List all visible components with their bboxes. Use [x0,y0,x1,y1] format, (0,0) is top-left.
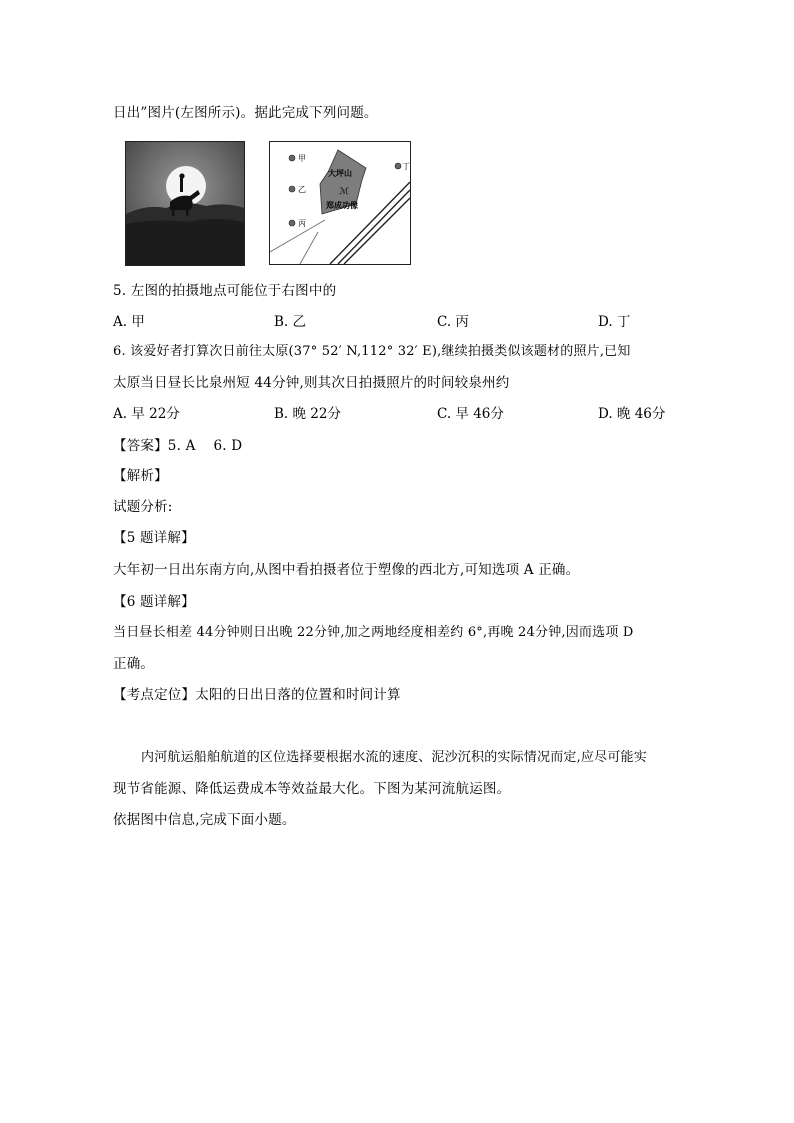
point-ding-label: 丁 [402,162,410,171]
passage-line1: 内河航运船舶航道的区位选择要根据水流的速度、泥沙沉积的实际情况而定,应尽可能实 [141,750,647,765]
detail6-line1: 当日昼长相差 44分钟则日出晚 22分钟,加之两地经度相差约 6°,再晚 24分钟,因而选项 D [113,625,634,640]
q5-option-c: C. 丙 [437,314,469,330]
detail6-line2: 正确。 [113,656,155,672]
passage-line3: 依据图中信息,完成下面小题。 [113,812,296,828]
sunrise-photo [125,141,245,266]
q5-stem: 5. 左图的拍摄地点可能位于右图中的 [113,283,337,299]
answer-line: 【答案】5. A 6. D [113,438,243,454]
q5-option-b: B. 乙 [274,314,307,330]
q6-option-a: A. 早 22分 [113,406,180,422]
detail5-text: 大年初一日出东南方向,从图中看拍摄者位于塑像的西北方,可知选项 A 正确。 [113,562,580,578]
q6-option-b: B. 晚 22分 [274,406,341,422]
q6-option-d: D. 晚 46分 [598,406,666,422]
kaodian-line: 【考点定位】太阳的日出日落的位置和时间计算 [113,687,401,703]
point-bing-label: 丙 [298,219,306,228]
location-map [269,141,411,265]
point-jia-label: 甲 [298,154,306,163]
detail6-heading: 【6 题详解】 [113,594,195,610]
q5-option-d: D. 丁 [598,314,631,330]
intro-line: 日出”图片(左图所示)。据此完成下列问题。 [113,105,378,121]
q6-stem-line1: 6. 该爱好者打算次日前往太原(37° 52′ N,112° 32′ E),继续拍摄类似该题材的照片,已知 [113,344,631,359]
svg-text:ℳ: ℳ [339,187,349,197]
q6-stem-line2: 太原当日昼长比泉州短 44分钟,则其次日拍摄照片的时间较泉州约 [113,375,510,391]
mountain-label: 大坪山 [328,169,352,178]
analysis-heading: 【解析】 [113,468,168,484]
point-yi-label: 乙 [298,185,306,194]
analysis-intro: 试题分析: [113,499,173,515]
statue-label: 郑成功像 [326,201,358,210]
detail5-heading: 【5 题详解】 [113,530,195,546]
q5-option-a: A. 甲 [113,314,145,330]
passage-line2: 现节省能源、降低运费成本等效益最大化。下图为某河流航运图。 [113,781,511,797]
q6-option-c: C. 早 46分 [437,406,504,422]
